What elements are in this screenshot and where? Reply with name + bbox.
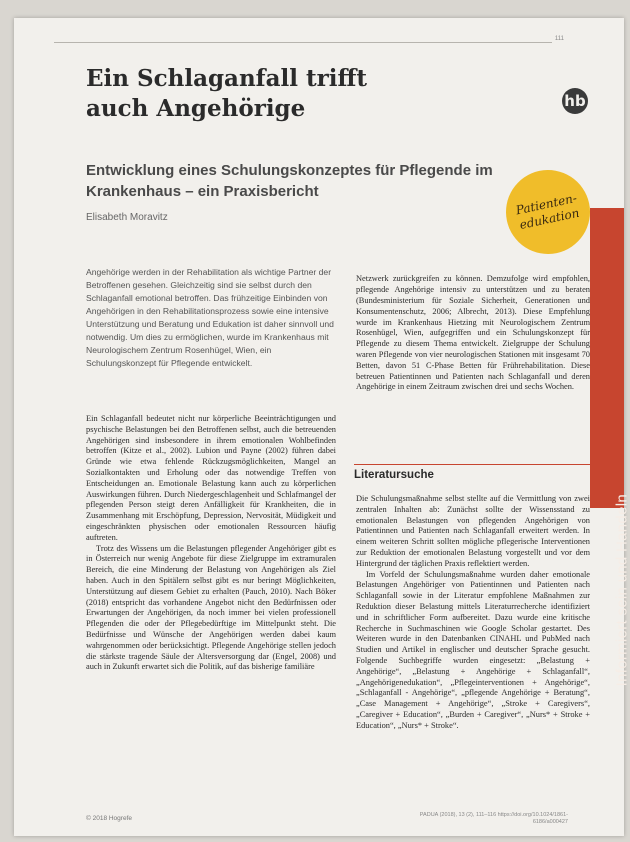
publisher-logo-icon: hb xyxy=(562,88,588,114)
category-badge-label: Patienten-edukation xyxy=(514,190,581,232)
body-column-right xyxy=(356,494,590,732)
body-paragraph: Trotz des Wissens um die Belastungen pflegender Angehöriger gibt es in Österreich nur wenig Angebote für diese Zielgruppe im extramuralen Bereich, die eine Minderung der Belastung von Angehörigen als Ziel haben. Auch in den Spitälern selbst gibt es nur beringt Möglichkeiten, Unterstützung auf diesem Gebiet zu erhalten (Pauch, 2010). Nach Böker (2018) entspricht das vorhandene Angebot nicht den Bedürfnissen oder Erwartungen der Angehörigen, da noch immer bei vielen professionell Pflegenden die oder der Pflegebedürftige im Mittelpunkt steht. Die Bedürfnisse und Wünsche der Angehörigen werden dabei kaum wahrgenommen oder berücksichtigt. Pflegende Angehörige stellen jedoch die stärkste tragende Säule der Altersversorgung dar (Engel, 2008) und auch in Zukunft erwartet sich die Politik, auf das bisherige familiäre xyxy=(86,543,336,672)
section-side-strip xyxy=(590,208,624,508)
body-paragraph: Im Vorfeld der Schulungsmaßnahme wurden daher emotionale Belastungen Angehöriger von Patientinnen und Patienten nach Schlaganfall sowie in der Literatur empfohlene Maßnahmen zur Reduktion dieser Belastung mittels Literaturrecherche identifiziert und in schriftlicher Form aufbereitet. Dazu wurde eine kritische Recherche in Suchmaschinen wie Google Scholar gestartet. Des Weiteren wurde in den Datenbanken CINAHL und PubMed nach Studien und Artikel in englischer und deutscher Sprache gesucht. Folgende Suchbegriffe wurden eingesetzt: „Belastung + Angehörige“, „Belastung + Angehörige + Schlaganfall“, „Angehörigenedukation“, „Pflegeinterventionen + Angehörige“, „Schlaganfall - Angehörige“, „pflegende Angehörige + Beratung“, „Case Management + Angehörige“, „Stroke + Caregivers“, „Caregiver + Education“, „Burden + Caregiver“, „Nurs* + Stroke + Education“, „Nurs* + Stroke“. xyxy=(356,569,590,730)
article-title: Ein Schlaganfall trifft auch Angehörige xyxy=(86,65,367,122)
journal-citation: PADUA (2018), 13 (2), 111–116 https://doi.org/10.1024/1861-6186/a000427 xyxy=(419,812,568,825)
body-paragraph: Die Schulungsmaßnahme selbst stellte auf die Vermittlung von zwei zentralen Inhalten ab: Zunächst sollte der Wissensstand zu emotionalen Belastungen von pflegenden Angehörigen von Patientinnen und Patienten nach Schlaganfall erweitert werden. In einem weiteren Schritt sollten mögliche pflegerische Interventionen zur Reduktion der emotionalen Belastung vorgestellt und vor dem Hintergrund der täglichen Praxis reflektiert werden. xyxy=(356,494,590,568)
article-subtitle: Entwicklung eines Schulungskonzeptes für Pflegende im Krankenhaus – ein Praxisbericht xyxy=(86,162,493,200)
body-column-right-top xyxy=(356,266,590,402)
body-paragraph: Ein Schlaganfall bedeutet nicht nur körperliche Beeinträchtigungen und psychische Belastungen bei den Betroffenen selbst, auch die betreuenden Angehörigen sind insbesondere in ihrem emotionalen Wohlbefinden betroffen (Kitze et al., 2002). Lubion und Payne (2002) führen dabei Gründe wie etwa fehlende Rückzugsmöglichkeiten, Mangel an Sozialkontakten und Erholung oder das notwendige Treffen von Entscheidungen an. Emotionale Belastung kann auch zu körperlichen Auswirkungen führen. Durch Niedergeschlagenheit und Schlafmangel der pflegenden Person steigt deren Anfälligkeit für Krankheiten, die in Zusammenhang mit Erschöpfung, Depression, Nervosität, Müdigkeit und eingeschränkten physischen oder emotionalen Ressourcen häufig auftreten. xyxy=(86,414,336,542)
section-heading: Literatursuche xyxy=(354,464,590,481)
body-column-left xyxy=(86,414,336,673)
author-name: Elisabeth Moravitz xyxy=(86,212,168,223)
magazine-page xyxy=(14,18,630,836)
header-rule xyxy=(54,42,552,43)
body-paragraph: Netzwerk zurückgreifen zu können. Demzufolge wird empfohlen, pflegende Angehörige intensiv zu unterstützen und zu beraten (Bundesministerium für Soziale Sicherheit, Generationen und Konsumentenschutz, 2006; Albrecht, 2013). Diese Empfehlung wurde im Krankenhaus Hietzing mit Neurologischem Zentrum Rosenhügel, Wien, aufgegriffen und ein Schulungskonzept für Pflegende zu diesem Thema entwickelt. Zielgruppe der Schulung waren Pflegende von vier neurologischen Stationen mit insgesamt 70 Betten, davon 51 C-Phase Betten für Frührehabilitation. Diese betreuen Patientinnen und Patienten nach Schlaganfall und deren Angehörige in einem Zeitraum zwischen drei und sechs Wochen. xyxy=(356,274,590,392)
page-number: 111 xyxy=(554,36,564,42)
article-intro: Angehörige werden in der Rehabilitation als wichtige Partner der Betroffenen gesehen. Gleichzeitig sind sie selbst durch den Schlaganfall emotional betroffen. Das frühzeitige Einbinden von Angehörigen in den Rehabilitationsprozess sowie eine intensive Unterstützung und Beratung und Edukation ist daher sinnvoll und notwendig. Um dies zu ermöglichen, wurde im Krankenhaus mit Neurologischem Zentrum Rosenhügel, Wien, ein Schulungskonzept für Pflegende entwickelt. xyxy=(86,267,334,368)
category-badge xyxy=(498,162,598,262)
section-side-label: Informiert sein und Handeln xyxy=(613,494,630,687)
copyright-notice: © 2018 Hogrefe xyxy=(86,815,132,822)
